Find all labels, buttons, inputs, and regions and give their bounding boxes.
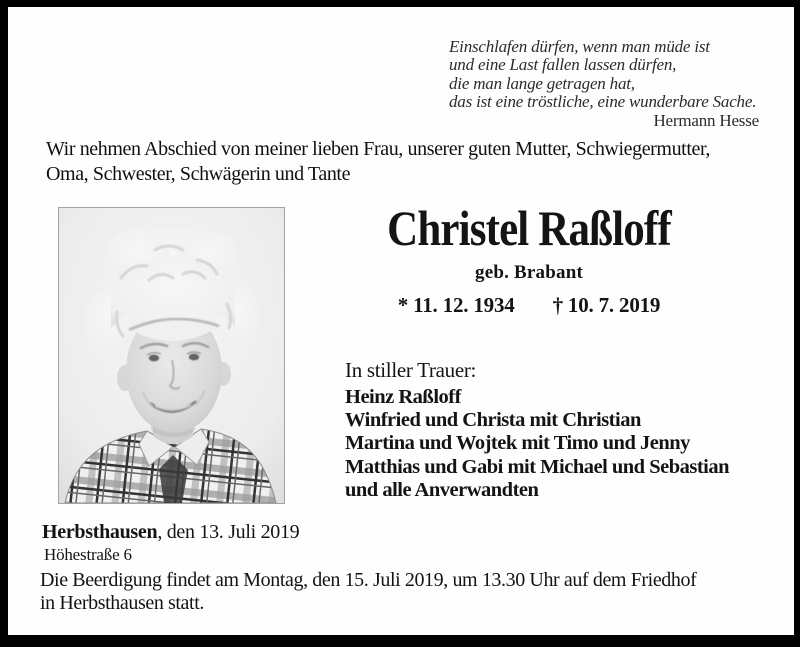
birth-date: * 11. 12. 1934 [397,293,515,317]
quote-line: die man lange getragen hat, [449,73,635,93]
address: Höhestraße 6 [44,545,132,564]
quote-line: und eine Last fallen lassen dürfen, [449,55,677,75]
life-dates [330,293,728,318]
mourners-list [345,386,775,502]
mourner-line: Matthias und Gabi mit Michael und Sebastian [345,455,730,478]
portrait-photo [58,207,285,504]
funeral-line: in Herbsthausen statt. [40,591,204,614]
quote-line: das ist eine tröstliche, eine wunderbare Sache. [449,92,757,112]
funeral-line: Die Beerdigung findet am Montag, den 15. Juli 2019, um 13.30 Uhr auf dem Friedhof [40,569,697,591]
deceased-name: Christel Raßloff [387,200,671,256]
quote-attribution: Hermann Hesse [653,110,759,130]
portrait-illustration [59,208,284,503]
funeral-info [40,569,770,614]
place: Herbsthausen [42,521,158,543]
place-date [42,521,299,544]
intro-line: Oma, Schwester, Schwägerin und Tante [46,163,351,185]
mourning-heading: In stiller Trauer: [345,358,477,382]
date-text: , den 13. Juli 2019 [157,521,300,543]
mourner-line: Heinz Raßloff [345,386,461,408]
mourner-line: und alle Anverwandten [345,478,539,501]
intro-line: Wir nehmen Abschied von meiner lieben Frau, unserer guten Mutter, Schwiegermutter, [46,138,711,160]
memorial-quote [449,38,759,130]
intro-text [46,137,768,187]
mourner-line: Winfried und Christa mit Christian [345,409,641,432]
death-date: † 10. 7. 2019 [552,293,661,317]
birth-name: geb. Brabant [475,262,583,283]
mourner-line: Martina und Wojtek mit Timo und Jenny [345,432,690,455]
quote-line: Einschlafen dürfen, wenn man müde ist [449,37,710,56]
